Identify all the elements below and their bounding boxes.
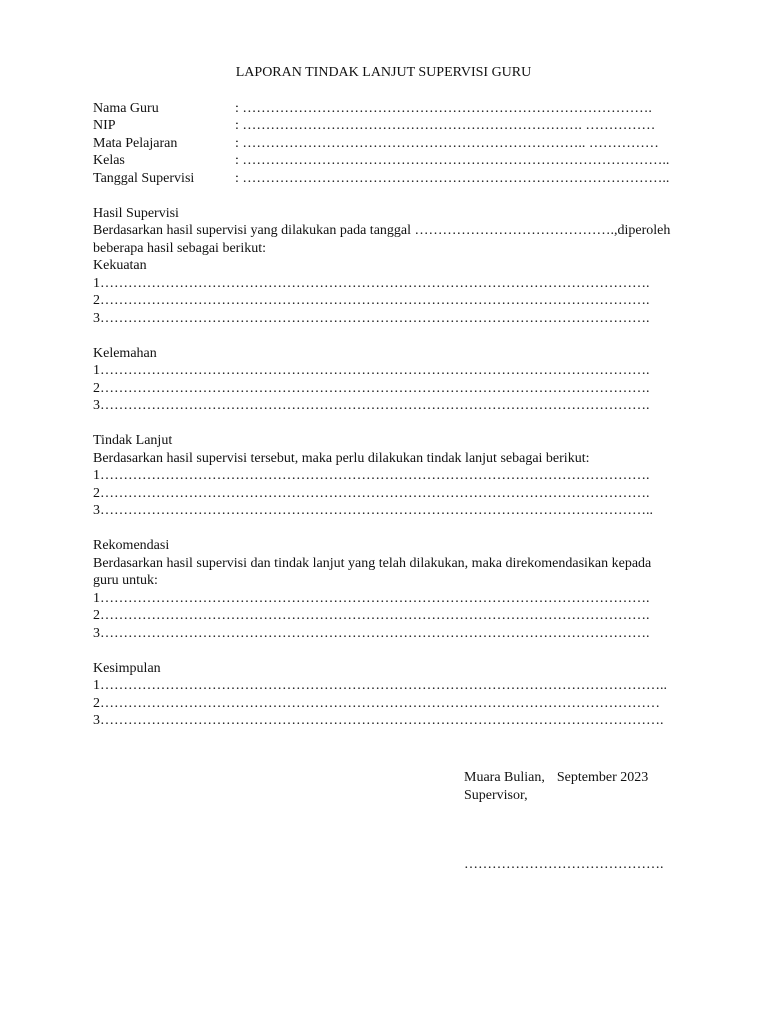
list-item: 2……………………………………………………………………………………………………….: [93, 608, 650, 623]
field-value: : …………………………………………………………………………….: [235, 100, 652, 116]
section-heading: Hasil Supervisi: [93, 205, 179, 221]
section-kesimpulan: [93, 660, 683, 730]
field-mata-pelajaran: [93, 135, 683, 153]
section-kelemahan: [93, 345, 683, 415]
section-heading: Kelemahan: [93, 345, 157, 361]
list-item: 2……………………………………………………………………………………………………….: [93, 293, 650, 308]
section-heading: Tindak Lanjut: [93, 433, 173, 448]
section-rekomendasi: [93, 537, 683, 642]
signature-role: Supervisor,: [464, 787, 528, 803]
field-value: : ………………………………………………………………………………..: [235, 153, 670, 168]
list-item: 2……………………………………………………………………………………………………….: [93, 485, 650, 501]
list-item: 3………………………………………………………………………………………………………..: [93, 503, 653, 518]
section-intro: Berdasarkan hasil supervisi tersebut, maka perlu dilakukan tindak lanjut sebagai berikut:: [93, 450, 590, 466]
list-item: 1……………………………………………………………………………………………………….: [93, 468, 650, 483]
list-item: 1……………………………………………………………………………………………………….: [93, 590, 650, 606]
section-hasil-supervisi: [93, 205, 683, 328]
field-label: Nama Guru: [93, 100, 159, 116]
field-tanggal-supervisi: [93, 170, 683, 188]
field-label: Mata Pelajaran: [93, 135, 178, 151]
field-kelas: [93, 152, 683, 170]
field-label: NIP: [93, 118, 116, 133]
signature-block: [464, 769, 694, 874]
list-item: 2……………………………………………………………………………………………………….: [93, 380, 650, 396]
field-nip: [93, 117, 683, 135]
field-label: Tanggal Supervisi: [93, 170, 195, 186]
section-intro: Berdasarkan hasil supervisi dan tindak lanjut yang telah dilakukan, maka direkomendasikan kepada guru untuk:: [93, 555, 652, 588]
list-item: 2…………………………………………………………………………………………………………: [93, 695, 660, 711]
list-item: 3……………………………………………………………………………………………………….: [93, 625, 650, 641]
field-value: : ……………………………………………………………….. ……………: [235, 135, 659, 151]
signature-place-date: [464, 769, 694, 787]
field-value: : ………………………………………………………………………………..: [235, 170, 670, 186]
list-item: 3……………………………………………………………………………………………………….: [93, 398, 650, 413]
document-page: [93, 64, 683, 730]
signature-date: September 2023: [556, 770, 649, 785]
field-nama-guru: [93, 100, 683, 118]
section-heading: Rekomendasi: [93, 538, 170, 553]
field-label: Kelas: [93, 153, 125, 168]
list-item: 3……………………………………………………………………………………………………….: [93, 310, 650, 326]
signature-line: …………………………………….: [464, 857, 664, 872]
identity-fields: [93, 100, 683, 188]
list-item: 1…………………………………………………………………………………………………………..: [93, 678, 667, 693]
section-intro: Berdasarkan hasil supervisi yang dilakukan pada tanggal …………………………………….,diperoleh beberapa hasil sebagai berikut:: [93, 223, 671, 256]
signature-place: Muara Bulian,: [464, 770, 545, 785]
list-item: 3………………………………………………………………………………………………………….: [93, 713, 664, 728]
list-item: 1……………………………………………………………………………………………………….: [93, 363, 650, 378]
subsection-heading: Kekuatan: [93, 258, 147, 273]
section-heading: Kesimpulan: [93, 660, 161, 676]
field-value: : ………………………………………………………………. ……………: [235, 118, 656, 133]
section-tindak-lanjut: [93, 432, 683, 520]
list-item: 1……………………………………………………………………………………………………….: [93, 275, 650, 291]
document-title: LAPORAN TINDAK LANJUT SUPERVISI GURU: [235, 65, 532, 80]
